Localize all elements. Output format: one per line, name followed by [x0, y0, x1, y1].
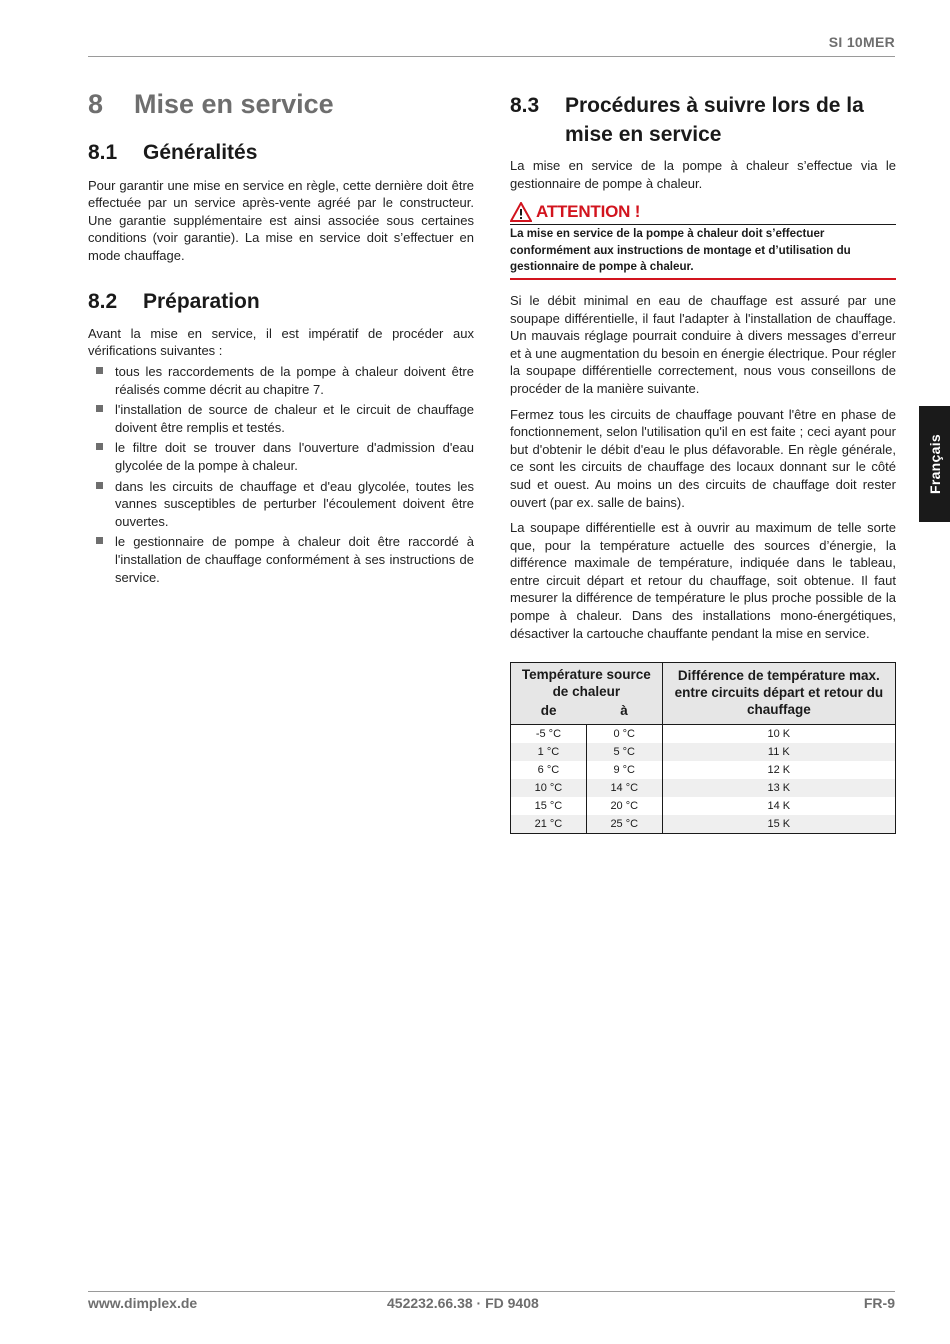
right-column	[510, 88, 896, 834]
cell-from: 21 °C	[511, 815, 587, 834]
square-bullet-icon	[96, 367, 103, 374]
paragraph-generalites: Pour garantir une mise en service en règle, cette dernière doit être effectuée par un service après-vente agréé par le constructeur. Une garantie supplémentaire est ainsi associée sous certaines conditions (voir garantie). La mise en service doit s’effectuer en mode chauffage.	[88, 177, 474, 264]
paragraph-ouverture: La soupape différentielle est à ouvrir au maximum de telle sorte que, pour la température actuelle des sources d’énergie, la différence maximale de température, indiquée dans le tableau, entre circuit départ et retour du chauffage, soit obtenue. Il faut mesurer la différence de température le plus proche possible de la pompe à chaleur. Dans des installations mono-énergétiques, désactiver la cartouche chauffante pendant la mise en service.	[510, 520, 896, 641]
list-item: tous les raccordements de la pompe à chaleur doivent être réalisés comme décrit au chapitre 7.	[88, 363, 474, 398]
paragraph-procedures-intro: La mise en service de la pompe à chaleur s’effectue via le gestionnaire de pompe à chaleur.	[510, 158, 896, 191]
cell-to: 25 °C	[586, 815, 662, 834]
attention-text: La mise en service de la pompe à chaleur doit s’effectuer conformément aux instructions de montage et d’utilisation du gestionnaire de pompe à chaleur.	[510, 227, 851, 274]
cell-to: 14 °C	[586, 779, 662, 797]
square-bullet-icon	[96, 537, 103, 544]
table-row	[511, 725, 896, 744]
footer-page-number: FR-9	[863, 1295, 895, 1311]
preparation-checklist	[88, 363, 474, 586]
temperature-difference-table	[510, 662, 896, 834]
cell-to: 9 °C	[586, 761, 662, 779]
section-heading-8-1	[88, 140, 474, 166]
attention-label: ATTENTION !	[536, 202, 641, 222]
language-tab-label: Français	[926, 434, 943, 494]
footer-website: www.dimplex.de	[88, 1295, 198, 1311]
cell-to: 0 °C	[586, 725, 662, 744]
section-number: 8.3	[510, 94, 540, 117]
attention-divider-bottom	[510, 278, 896, 280]
table-row	[511, 761, 896, 779]
header-to: à	[586, 700, 662, 725]
table-row	[511, 779, 896, 797]
language-tab	[919, 406, 950, 522]
header-divider	[88, 56, 895, 57]
square-bullet-icon	[96, 405, 103, 412]
cell-diff: 14 K	[662, 797, 895, 815]
cell-diff: 15 K	[662, 815, 895, 834]
cell-from: 10 °C	[511, 779, 587, 797]
cell-to: 5 °C	[586, 743, 662, 761]
paragraph-soupape: Si le débit minimal en eau de chauffage est assuré par une soupape différentielle, il faut l'adapter à l'installation de chauffage. Un mauvais réglage pourrait conduire à divers messages d’erreur et à une augmentation du besoin en énergie électrique. Pour régler la soupape différentielle correctement, nous vous conseillons de procéder de la manière suivante.	[510, 292, 896, 396]
header-max-difference: Différence de température max. entre circuits départ et retour du chauffage	[662, 663, 895, 725]
table-row	[511, 815, 896, 834]
cell-diff: 13 K	[662, 779, 895, 797]
document-title: SI 10MER	[828, 34, 895, 50]
left-column	[88, 88, 474, 589]
square-bullet-icon	[96, 443, 103, 450]
list-item: le filtre doit se trouver dans l'ouverture d'admission d'eau glycolée de la pompe à chaleur.	[88, 439, 474, 474]
warning-triangle-icon	[510, 202, 532, 222]
paragraph-circuits: Fermez tous les circuits de chauffage pouvant l'être en phase de fonctionnement, selon l'utilisation qu'il en est faite ; ceci ayant pour but d'obtenir le débit d'eau le plus défavorable. En règle générale, ce sont les circuits de chauffage des locaux donnant sur le côté sud et ouest. Au moins un des circuits de chauffage doit rester ouvert (par ex. salle de bains).	[510, 406, 896, 510]
paragraph-preparation-intro: Avant la mise en service, il est impératif de procéder aux vérifications suivantes :	[88, 325, 474, 359]
section-number: 8.2	[88, 289, 118, 313]
footer-divider	[88, 1291, 895, 1292]
header-from: de	[511, 700, 587, 725]
cell-from: 1 °C	[511, 743, 587, 761]
cell-from: 15 °C	[511, 797, 587, 815]
cell-to: 20 °C	[586, 797, 662, 815]
cell-diff: 10 K	[662, 725, 895, 744]
section-title: Procédures à suivre lors de la mise en service	[565, 94, 864, 146]
chapter-number: 8	[88, 89, 104, 119]
section-heading-8-3	[510, 91, 896, 149]
section-title: Préparation	[143, 289, 260, 313]
section-number: 8.1	[88, 141, 118, 165]
header-source-temperature: Température source de chaleur	[511, 663, 663, 701]
chapter-title: Mise en service	[134, 89, 334, 119]
cell-diff: 11 K	[662, 743, 895, 761]
table-row	[511, 743, 896, 761]
cell-diff: 12 K	[662, 761, 895, 779]
list-item: le gestionnaire de pompe à chaleur doit être raccordé à l'installation de chauffage conformément à ses instructions de service.	[88, 533, 474, 586]
cell-from: 6 °C	[511, 761, 587, 779]
list-item: dans les circuits de chauffage et d'eau glycolée, toutes les vannes susceptibles de perturber l'écoulement doivent être ouvertes.	[88, 478, 474, 531]
section-title: Généralités	[143, 141, 258, 165]
section-heading-8-2	[88, 289, 474, 315]
footer-doc-number: 452232.66.38 · FD 9408	[387, 1295, 539, 1311]
cell-from: -5 °C	[511, 725, 587, 744]
chapter-heading	[88, 88, 474, 120]
square-bullet-icon	[96, 482, 103, 489]
attention-box-header	[510, 202, 896, 222]
table-row	[511, 797, 896, 815]
list-item: l'installation de source de chaleur et le circuit de chauffage doivent être remplis et testés.	[88, 401, 474, 436]
